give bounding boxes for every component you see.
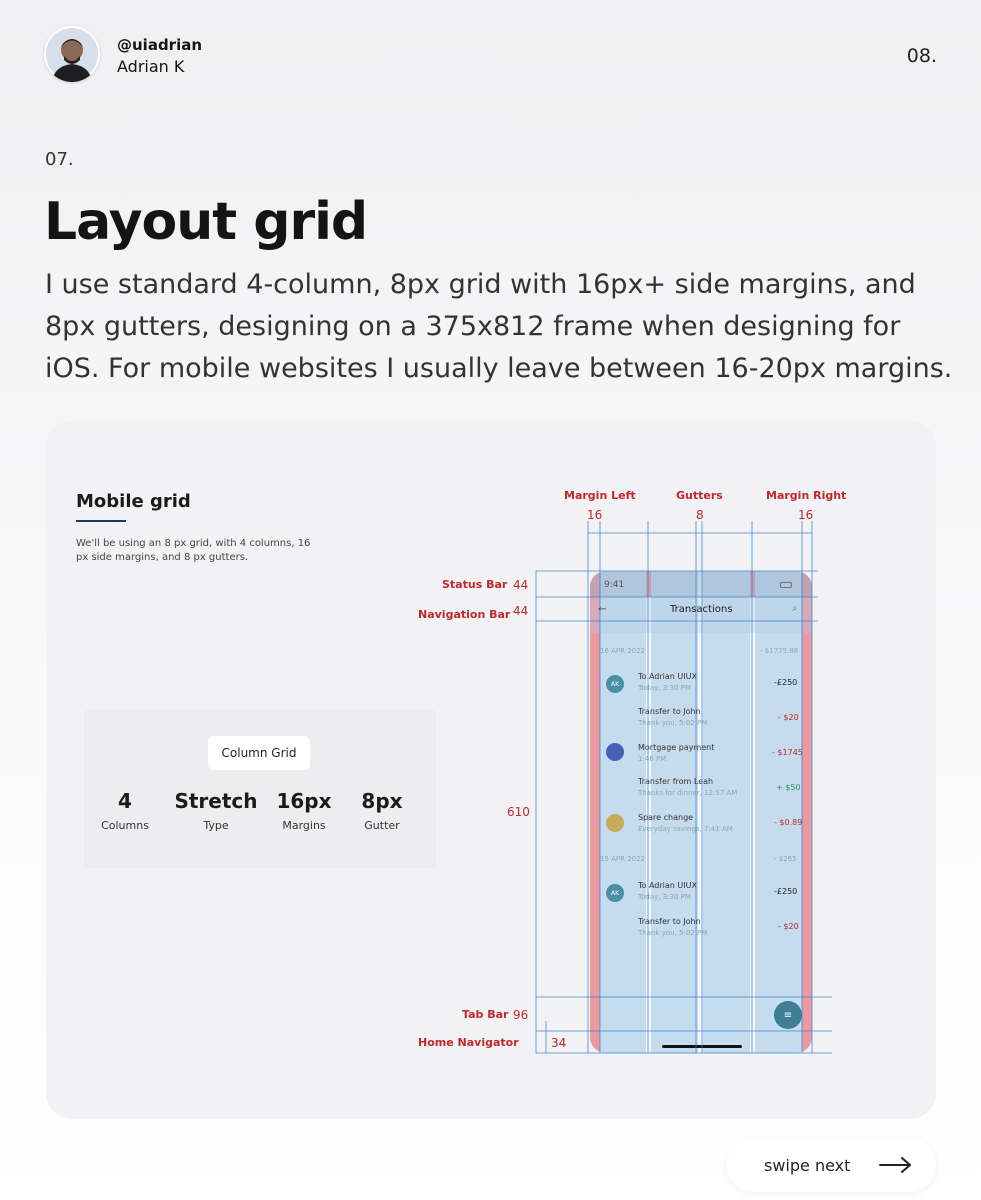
- wallet-icon: [606, 814, 624, 832]
- group-total: - $265: [774, 855, 797, 863]
- stat-type: [171, 789, 261, 832]
- label-margin-left: Margin Left: [564, 489, 636, 502]
- card-text: We'll be using an 8 px grid, with 4 columns, 16 px side margins, and 8 px gutters.: [76, 538, 311, 563]
- label-tab-bar: Tab Bar: [462, 1008, 509, 1021]
- gutter-fill: [646, 571, 651, 1053]
- stat-label: Gutter: [364, 819, 400, 832]
- building-icon: [606, 743, 624, 761]
- stat-value: Stretch: [174, 789, 258, 813]
- description: I use standard 4-column, 8px grid with 16px+ side margins, and 8px gutters, designing on a 375x812 frame when designing for iOS. For mobile websites I usually leave between 16-20px margins.: [45, 269, 953, 384]
- page-title: Layout grid: [44, 192, 368, 252]
- tx-sub: Today, 3:30 PM: [638, 684, 691, 692]
- tx-title: Mortgage payment: [638, 743, 715, 752]
- tx-sub: 1:46 PM: [638, 755, 667, 763]
- tx-sub: Today, 3:30 PM: [638, 893, 691, 901]
- value-margin-right: 16: [798, 508, 814, 522]
- tx-amount: - $0.89: [774, 818, 803, 827]
- margin-left-fill: [590, 571, 600, 1053]
- gutter-fill: [698, 571, 703, 1053]
- tx-amount: - $1745: [772, 748, 803, 757]
- tx-title: Transfer to John: [638, 707, 701, 716]
- label-home-navigator: Home Navigator: [418, 1036, 519, 1049]
- stat-label: Type: [203, 819, 229, 832]
- stat-value: 4: [118, 789, 132, 813]
- author-name: Adrian K: [117, 57, 185, 76]
- value-content-height: 610: [507, 805, 530, 819]
- home-indicator: [662, 1045, 742, 1048]
- tx-amount: - $20: [778, 922, 799, 931]
- value-status-bar: 44: [513, 578, 529, 592]
- label-status-bar: Status Bar: [442, 578, 508, 591]
- label-navigation-bar: Navigation Bar: [418, 608, 511, 621]
- filter-button[interactable]: ≡: [774, 1001, 802, 1029]
- swipe-next-button[interactable]: [726, 1138, 936, 1192]
- phone-mockup: [590, 571, 812, 1053]
- avatar: AK: [606, 884, 624, 902]
- status-time: 9:41: [604, 580, 625, 590]
- group-total: - $1775.88: [760, 647, 799, 655]
- tx-title: To Adrian UIUX: [638, 672, 697, 681]
- label-gutters: Gutters: [676, 489, 723, 502]
- gutter-fill: [750, 571, 755, 1053]
- card-heading: Mobile grid: [76, 491, 191, 512]
- swipe-label: swipe next: [764, 1156, 851, 1175]
- label-margin-right: Margin Right: [766, 489, 847, 502]
- group-date: 16 APR 2022: [600, 647, 646, 655]
- arrow-right-icon: [878, 1155, 914, 1175]
- stat-gutter: [337, 789, 427, 832]
- tx-title: Spare change: [638, 813, 694, 822]
- avatar: [44, 26, 100, 82]
- navigation-bar: [590, 597, 812, 633]
- column-grid-chip: Column Grid: [208, 736, 310, 770]
- grid-card: [46, 421, 936, 1119]
- stat-columns: [80, 789, 170, 832]
- stat-label: Columns: [101, 819, 149, 832]
- tx-title: To Adrian UIUX: [638, 881, 697, 890]
- tx-title: Transfer to John: [638, 917, 701, 926]
- author-handle: @uiadrian: [117, 36, 203, 54]
- stat-margins: [259, 789, 349, 832]
- tx-amount: -£250: [774, 678, 798, 687]
- tx-sub: Thank you, 5:02 PM: [638, 929, 708, 937]
- tx-amount: - $20: [778, 713, 799, 722]
- value-home-navigator: 34: [551, 1036, 567, 1050]
- nav-title: Transactions: [670, 604, 733, 615]
- value-gutters: 8: [696, 508, 704, 522]
- value-margin-left: 16: [587, 508, 603, 522]
- value-tab-bar: 96: [513, 1008, 529, 1022]
- tx-sub: Everyday savings, 7:41 AM: [638, 825, 733, 833]
- tx-amount: + $50: [776, 783, 801, 792]
- group-date: 15 APR 2022: [600, 855, 646, 863]
- tx-sub: Thank you, 5:02 PM: [638, 719, 708, 727]
- search-icon[interactable]: ⌕: [792, 603, 798, 614]
- avatar: AK: [606, 675, 624, 693]
- stat-label: Margins: [282, 819, 326, 832]
- tx-sub: Thanks for dinner, 12:57 AM: [638, 789, 738, 797]
- heading-underline: [76, 520, 126, 522]
- tx-title: Transfer from Leah: [638, 777, 714, 786]
- battery-icon: [780, 582, 792, 588]
- stat-value: 8px: [361, 789, 403, 813]
- tx-amount: -£250: [774, 887, 798, 896]
- section-number: 07.: [45, 149, 74, 170]
- margin-right-fill: [802, 571, 812, 1053]
- stat-value: 16px: [276, 789, 332, 813]
- back-arrow-icon[interactable]: ←: [598, 604, 607, 615]
- value-navigation-bar: 44: [513, 604, 529, 618]
- page-number: 08.: [906, 45, 937, 67]
